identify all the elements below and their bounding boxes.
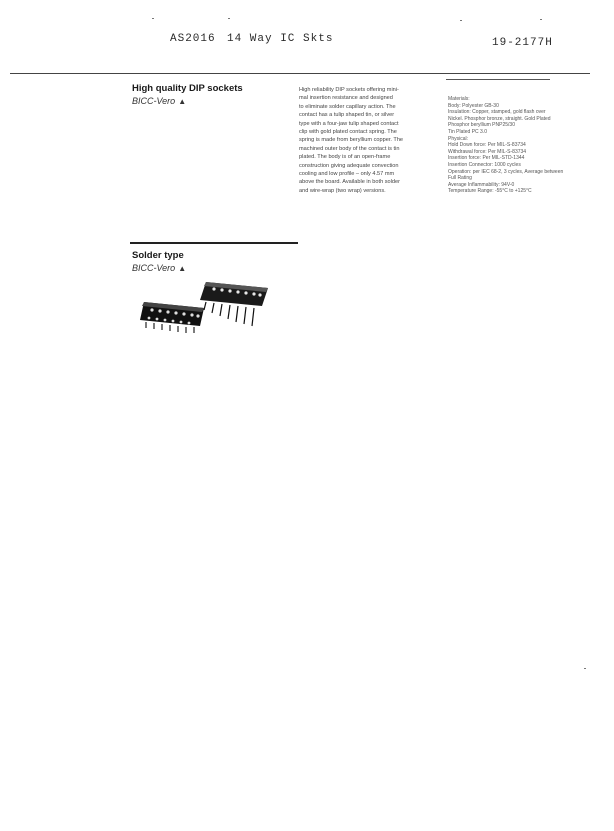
section-subtitle: [132, 96, 186, 106]
spec-line: Body: Polyester GB-30: [448, 102, 499, 109]
brand-label: BICC-Vero: [132, 263, 176, 273]
dip-socket-photo: [140, 272, 280, 352]
description-paragraph: [299, 86, 431, 195]
spec-line: Tin Plated PC 3.0: [448, 128, 488, 135]
spec-line: Temperature Range: -55°C to +125°C: [448, 188, 532, 195]
paragraph-line: type with a four-jaw tulip shaped contact: [299, 120, 399, 127]
paragraph-line: spring is made from beryllium copper. The: [299, 137, 404, 144]
paragraph-line: and wire-wrap (two wrap) versions.: [299, 187, 386, 194]
spec-line: Insertion Connector: 1000 cycles: [448, 161, 521, 168]
dip-socket-back: [200, 282, 268, 326]
part-code: AS2016: [170, 33, 216, 45]
spec-line: Insulation: Copper, stamped, gold flash over: [448, 109, 546, 116]
triangle-icon: ▲: [178, 264, 187, 273]
paragraph-line: plated. The body is of an open-frame: [299, 154, 391, 161]
spec-line: Materials:: [448, 96, 470, 102]
spec-rule: [446, 79, 550, 80]
header-rule: [10, 73, 590, 74]
paragraph-line: machined outer body of the contact is tin: [299, 145, 400, 152]
ref-number: 19-2177H: [492, 37, 553, 49]
section-title: Solder type: [132, 250, 184, 261]
spec-line: Nickel. Phosphor bronze, straight. Gold Plated: [448, 115, 551, 122]
spec-line: Phosphor beryllium PNP25/30: [448, 122, 515, 129]
spec-line: Full Rating: [448, 175, 472, 182]
spec-line: Operation: per IEC 68-2, 3 cycles, Average between: [448, 168, 564, 175]
paragraph-line: above the board. Available in both solder: [299, 179, 400, 186]
scan-speck: [228, 18, 230, 19]
scan-speck: [460, 20, 462, 21]
dip-socket-front: [140, 302, 204, 333]
spec-line: Insertion force: Per MIL-STD-1344: [448, 155, 525, 162]
spec-line: Physical:: [448, 135, 469, 142]
scan-speck: [152, 18, 154, 19]
part-description: 14 Way IC Skts: [227, 33, 334, 45]
paragraph-line: High reliability DIP sockets offering mini-: [299, 87, 399, 93]
paragraph-line: clip with gold plated contact spring. The: [299, 129, 397, 136]
spec-line: Average Inflammability: 94V-0: [448, 181, 515, 188]
paragraph-line: contact has a tulip shaped tin, or silver: [299, 112, 395, 119]
triangle-icon: ▲: [178, 97, 187, 106]
paragraph-line: construction giving adequate convection: [299, 162, 399, 169]
brand-label: BICC-Vero: [132, 96, 176, 106]
paragraph-line: to eliminate solder capillary action. The: [299, 103, 396, 110]
section-title: High quality DIP sockets: [132, 83, 243, 94]
scan-speck: [540, 19, 542, 20]
section-rule: [130, 242, 298, 244]
spec-list: [448, 96, 578, 195]
paragraph-line: mal insertion resistance and designed: [299, 95, 393, 102]
spec-line: Withdrawal force: Per MIL-S-83734: [448, 148, 527, 155]
paragraph-line: cooling and low profile – only 4.57 mm: [299, 171, 395, 178]
spec-line: Hold Down force: Per MIL-S-83734: [448, 142, 526, 149]
scan-speck: [584, 668, 586, 669]
